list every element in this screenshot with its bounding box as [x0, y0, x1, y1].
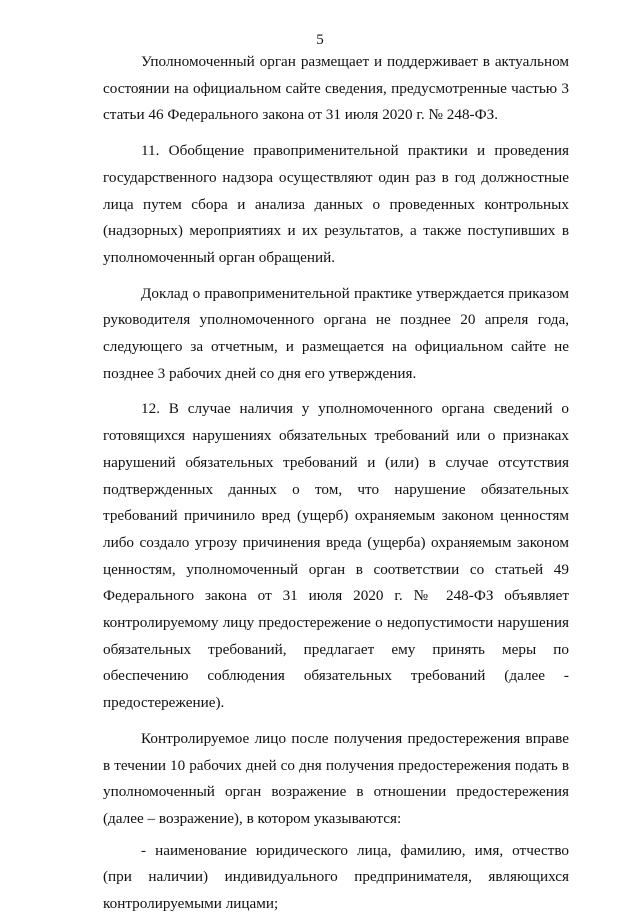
paragraph-list-item-name: - наименование юридического лица, фамилию, имя, отчество (при наличии) индивидуального предпринимателя, являющихся контролируемыми лицами;	[103, 841, 569, 913]
paragraph-practice-report: Доклад о правоприменительной практике утверждается приказом руководителя уполномоченного органа не позднее 20 апреля года, следующего за отчетным, и размещается на официальном сайте не позднее 3 рабочих дней со дня его утверждения.	[103, 284, 569, 382]
paragraph-objection: Контролируемое лицо после получения предостережения вправе в течении 10 рабочих дней со дня получения предостережения подать в уполномоченный орган возражение в отношении предостережения (далее – возражение), в котором указываются:	[103, 729, 569, 827]
paragraph-11-practice-generalization: 11. Обобщение правоприменительной практики и проведения государственного надзора осуществляют один раз в год должностные лица путем сбора и анализа данных о проведенных контрольных (надзорных) мероприятиях и их результатов, а также поступивших в уполномоченный орган обращений.	[103, 142, 569, 266]
paragraph-publication-info: Уполномоченный орган размещает и поддерживает в актуальном состоянии на официальном сайте сведения, предусмотренные частью 3 статьи 46 Федерального закона от 31 июля 2020 г. № 248-ФЗ.	[103, 53, 569, 124]
paragraph-12-warning: 12. В случае наличия у уполномоченного органа сведений о готовящихся нарушениях обязательных требований или о признаках нарушений обязательных требований и (или) в случае отсутствия подтвержденных данных о том, что нарушение обязательных требований причинило вред (ущерб) охраняемым законом ценностям либо создало угрозу причинения вреда (ущерба) охраняемым законом ценностям, уполномоченный орган в соответствии со статьей 49 Федерального закона от 31 июля 2020 г. № 248-ФЗ объявляет контролируемому лицу предостережение о недопустимости нарушения обязательных требований, предлагает ему принять меры по обеспечению соблюдения обязательных требований (далее - предостережение).	[103, 400, 569, 712]
page-number: 5	[316, 32, 324, 48]
document-body	[103, 49, 569, 918]
